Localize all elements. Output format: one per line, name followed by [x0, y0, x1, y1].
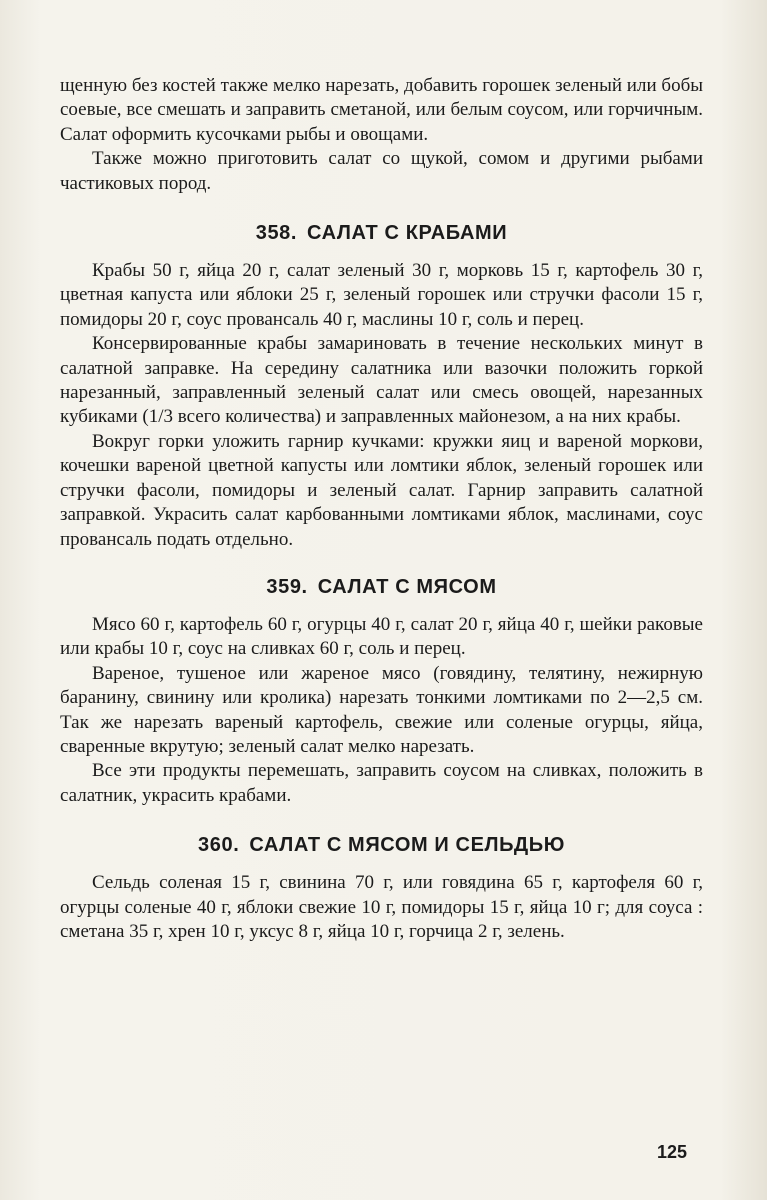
recipe-heading-360: [60, 834, 703, 857]
intro-paragraph: щенную без костей также мелко нарезать, добавить горошек зеленый или бобы соевые, все смешать и заправить сметаной, или белым соусом, или горчичным. Салат оформить кусочками рыбы и овощами.: [60, 75, 703, 145]
page-number: 125: [656, 1142, 687, 1162]
page-content: [60, 74, 703, 944]
method-paragraph: Консервированные крабы замариновать в течение нескольких минут в салатной заправке. На середину салатника или вазочки положить горкой нарезанный, заправленный зеленый салат или смесь овощей, нарезанных кубиками (1/3 всего количества) и заправленных майонезом, а на них крабы.: [60, 333, 703, 428]
recipe-heading-359: [60, 576, 703, 599]
intro-paragraph: Также можно приготовить салат со щукой, сомом и другими рыбами частиковых пород.: [60, 148, 703, 194]
ingredients-paragraph: Мясо 60 г, картофель 60 г, огурцы 40 г, салат 20 г, яйца 40 г, шейки раковые или крабы 10 г, соус на сливках 60 г, соль и перец.: [60, 613, 703, 660]
recipe-heading-358: [60, 222, 703, 245]
method-paragraph: Все эти продукты перемешать, заправить соусом на сливках, положить в салатник, украсить крабами.: [60, 760, 703, 806]
recipe-title: САЛАТ С МЯСОМ: [317, 575, 497, 598]
method-paragraph: Вокруг горки уложить гарнир кучками: кружки яиц и вареной моркови, кочешки вареной цветной капусты или ломтики яблок, зеленый горошек или стручки фасоли, помидоры и зеленый салат. Гарнир заправить салатной заправкой. Украсить салат карбованными ломтиками яблок, маслинами, соус провансаль подать отдельно.: [60, 430, 703, 550]
ingredients-paragraph: Сельдь соленая 15 г, свинина 70 г, или говядина 65 г, картофеля 60 г, огурцы соленые 40 г, яблоки свежие 10 г, помидоры 15 г, яйца 10 г; для соуса : сметана 35 г, хрен 10 г, уксус 8 г, яйца 10 г, горчица 2 г, зелень.: [60, 872, 703, 942]
recipe-title: САЛАТ С КРАБАМИ: [307, 222, 508, 245]
method-paragraph: Вареное, тушеное или жареное мясо (говядину, телятину, нежирную баранину, свинину или кролика) нарезать тонкими ломтиками по 2—2,5 см. Так же нарезать вареный картофель, свежие или соленые огурцы, яйца, сваренные вкрутую; зеленый салат мелко нарезать.: [60, 662, 703, 757]
recipe-number: 358.: [255, 222, 298, 245]
ingredients-paragraph: Крабы 50 г, яйца 20 г, салат зеленый 30 г, морковь 15 г, картофель 30 г, цветная капуста или яблоки 25 г, зеленый горошек или стручки фасоли 15 г, помидоры 20 г, соус провансаль 40 г, маслины 10 г, соль и перец.: [60, 260, 703, 330]
recipe-number: 360.: [198, 834, 240, 857]
recipe-number: 359.: [266, 575, 308, 598]
recipe-title: САЛАТ С МЯСОМ И СЕЛЬДЬЮ: [249, 834, 565, 857]
